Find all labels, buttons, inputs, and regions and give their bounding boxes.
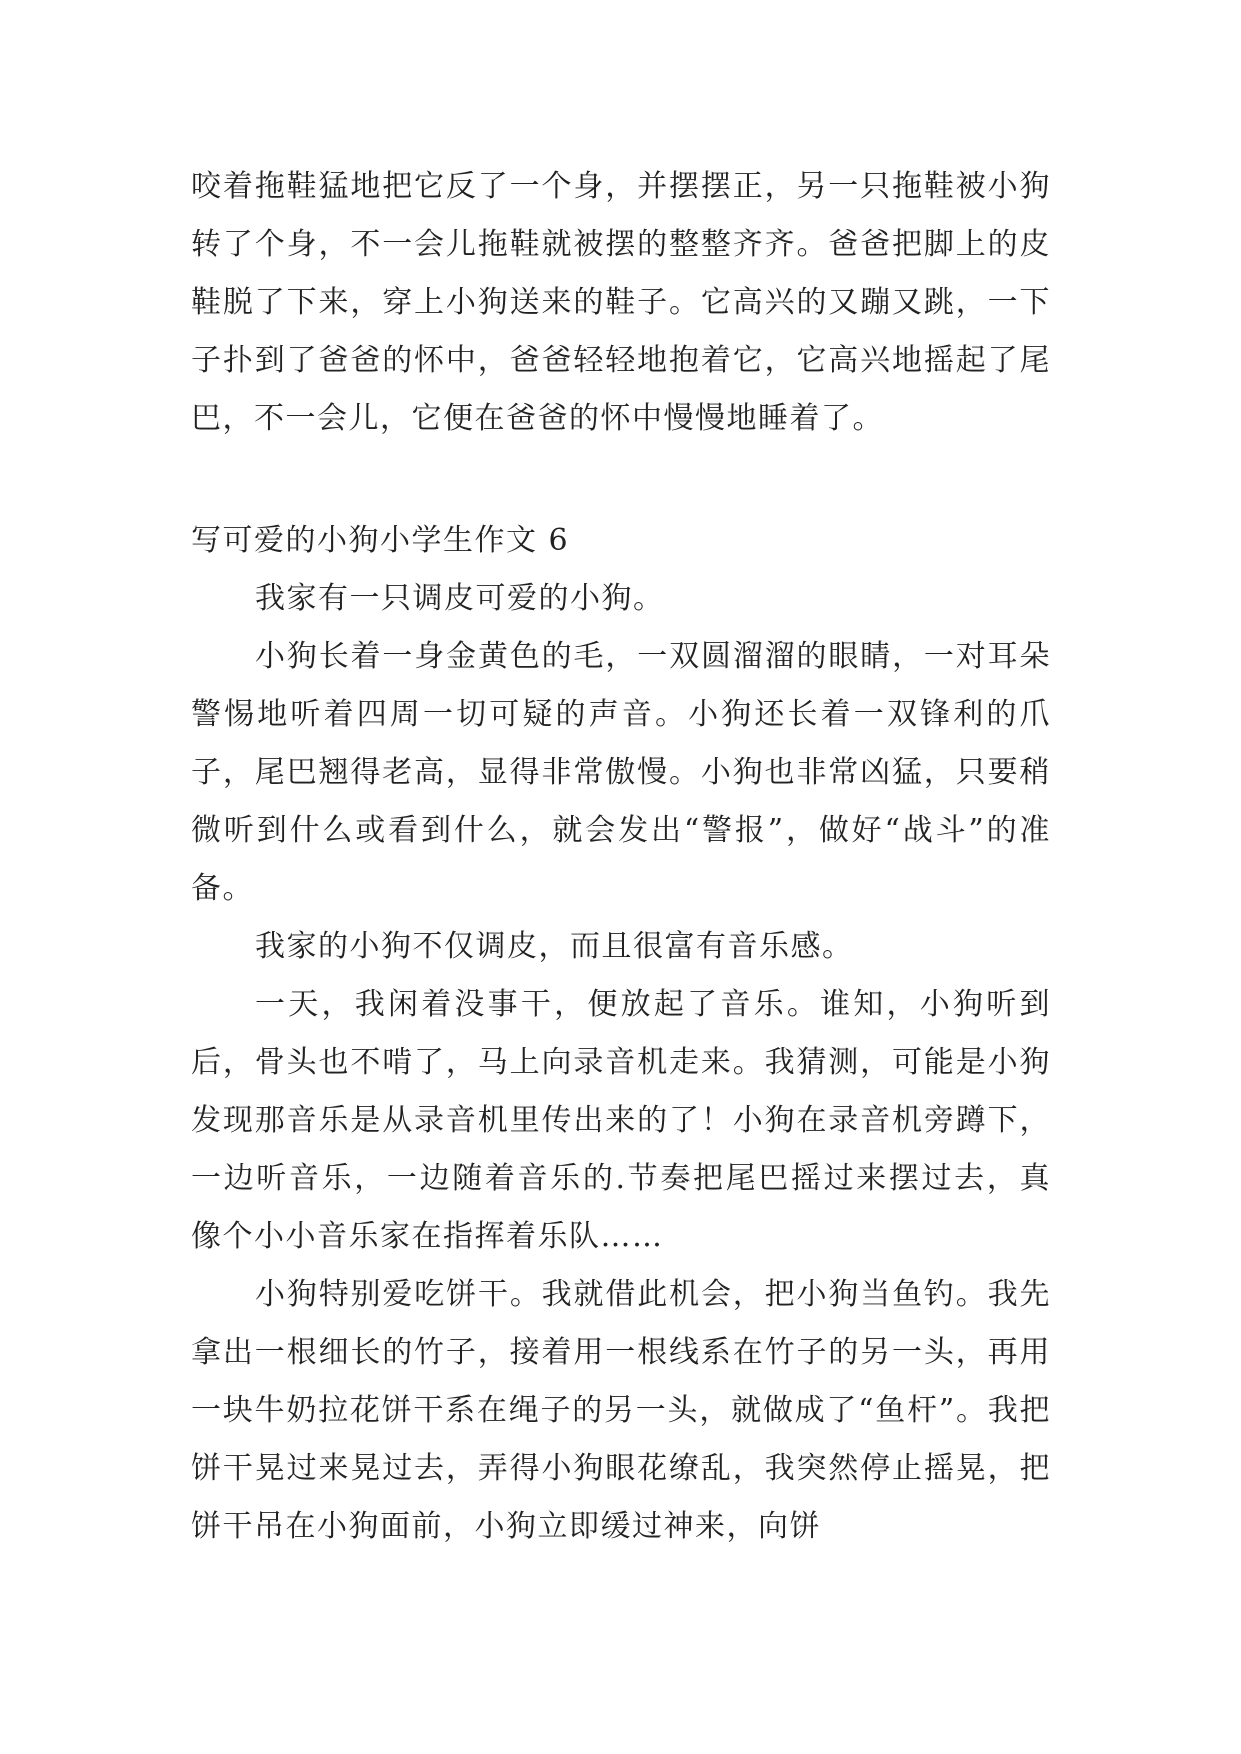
section-title: 写可爱的小狗小学生作文 6 [191,523,570,558]
paragraph-4: 一天，我闲着没事干，便放起了音乐。谁知，小狗听到后，骨头也不啃了，马上向录音机走来。我猜测，可能是小狗发现那音乐是从录音机里传出来的了！小狗在录音机旁蹲下，一边听音乐，一边随着音乐的.节奏把尾巴摇过来摆过去，真像个小小音乐家在指挥着乐队…… [191,987,1051,1254]
document-body [191,158,1051,1556]
paragraph-5: 小狗特别爱吃饼干。我就借此机会，把小狗当鱼钓。我先拿出一根细长的竹子，接着用一根线系在竹子的另一头，再用一块牛奶拉花饼干系在绳子的另一头，就做成了“鱼杆”。我把饼干晃过来晃过去，弄得小狗眼花缭乱，我突然停止摇晃，把饼干吊在小狗面前，小狗立即缓过神来，向饼 [191,1277,1051,1544]
paragraph-2: 小狗长着一身金黄色的毛，一双圆溜溜的眼睛，一对耳朵警惕地听着四周一切可疑的声音。小狗还长着一双锋利的爪子，尾巴翘得老高，显得非常傲慢。小狗也非常凶猛，只要稍微听到什么或看到什么，就会发出“警报”，做好“战斗”的准备。 [191,639,1051,906]
continuation-paragraph: 咬着拖鞋猛地把它反了一个身，并摆摆正，另一只拖鞋被小狗转了个身，不一会儿拖鞋就被摆的整整齐齐。爸爸把脚上的皮鞋脱了下来，穿上小狗送来的鞋子。它高兴的又蹦又跳，一下子扑到了爸爸的怀中，爸爸轻轻地抱着它，它高兴地摇起了尾巴，不一会儿，它便在爸爸的怀中慢慢地睡着了。 [191,169,1051,436]
paragraph-3: 我家的小狗不仅调皮，而且很富有音乐感。 [255,929,854,964]
paragraph-1: 我家有一只调皮可爱的小狗。 [255,581,665,616]
